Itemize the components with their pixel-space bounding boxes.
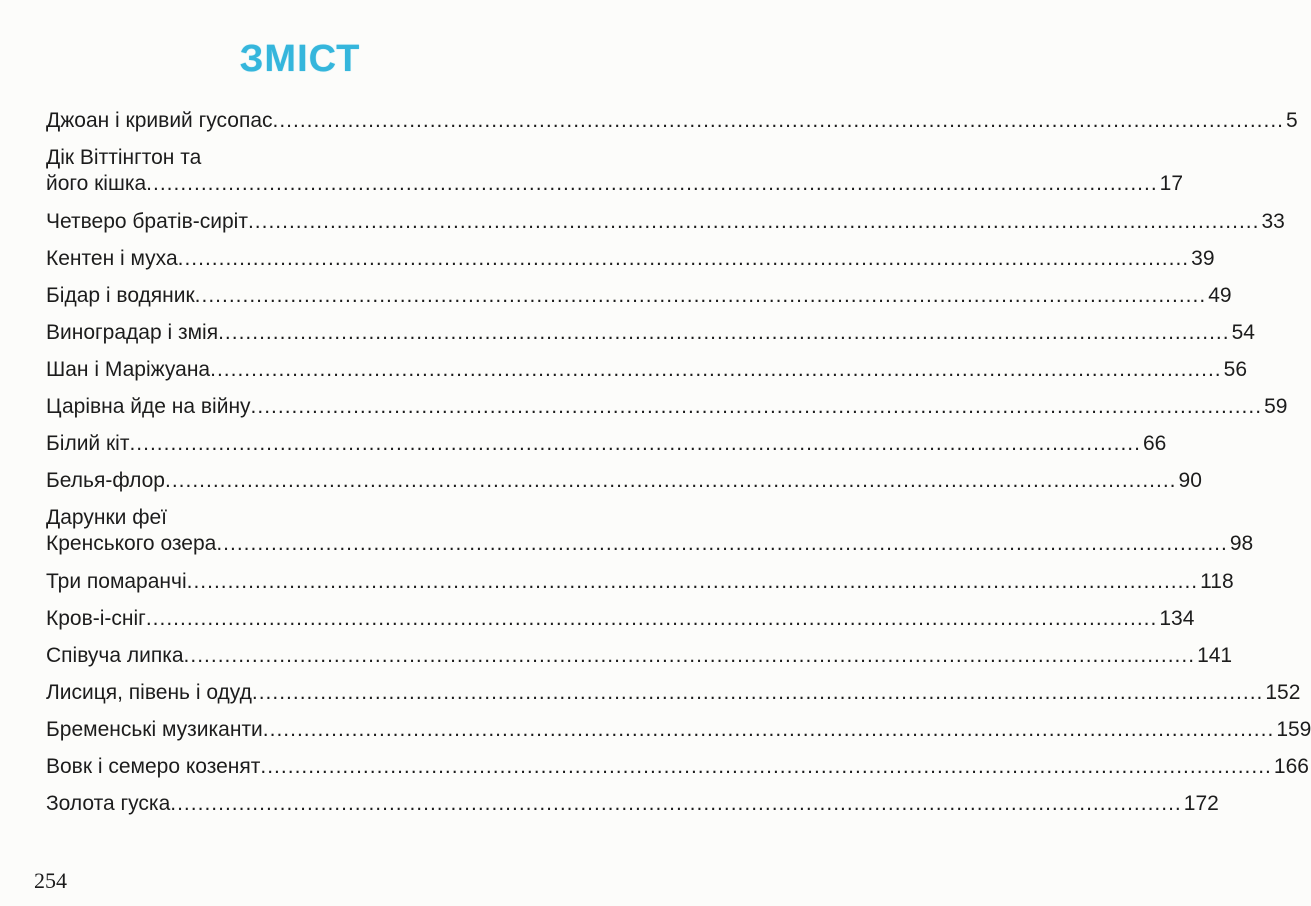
- toc-entry-line: [46, 468, 1202, 494]
- toc-entry: [46, 246, 1215, 282]
- toc-entry-page: 152: [1265, 681, 1301, 704]
- dot-leader: ....................................................................................................................................................: [210, 358, 1222, 381]
- toc-entry-page: 59: [1264, 395, 1288, 418]
- toc-entry-line: [46, 505, 584, 531]
- toc-entry-line: [46, 717, 1311, 743]
- toc-entry: [46, 468, 1202, 504]
- toc-entry: [46, 108, 1298, 144]
- toc-entry-title: Виноградар і змія: [46, 321, 219, 344]
- page-number: 254: [34, 868, 67, 893]
- toc-entry-title: Вовк і семеро козенят: [46, 755, 261, 778]
- toc-entry-page: 141: [1197, 644, 1233, 667]
- toc-entry-title: Бременські музиканти: [46, 718, 263, 741]
- dot-leader: ....................................................................................................................................................: [260, 755, 1272, 778]
- toc-entry-title: Лисиця, півень і одуд: [46, 681, 252, 704]
- toc-entry-line: [46, 791, 1219, 817]
- toc-entry-title: Царівна йде на війну: [46, 395, 251, 418]
- toc-entry-line: [46, 357, 1247, 383]
- dot-leader: ....................................................................................................................................................: [247, 210, 1260, 233]
- toc-entry-line: [46, 431, 1167, 457]
- toc-entry: [46, 209, 1285, 245]
- toc-entry: [46, 145, 1184, 208]
- toc-entry: [46, 680, 1301, 716]
- toc-entry-title: Кров-і-сніг: [46, 607, 146, 630]
- toc-entry-page: 172: [1183, 792, 1219, 815]
- dot-leader: ....................................................................................................................................................: [218, 321, 1230, 344]
- toc-entry-title: Білий кіт: [46, 432, 130, 455]
- dot-leader: ....................................................................................................................................................: [251, 681, 1264, 704]
- toc-entry: [46, 357, 1247, 393]
- dot-leader: ....................................................................................................................................................: [216, 532, 1228, 555]
- toc-entry-line: [46, 754, 1309, 780]
- toc-entry-line: [46, 320, 1255, 346]
- toc-entry: [46, 791, 1219, 827]
- dot-leader: ....................................................................................................................................................: [183, 644, 1196, 667]
- toc-entry-line: [46, 394, 1288, 420]
- toc-entry-page: 5: [1286, 109, 1298, 132]
- toc-entry-line: [46, 246, 1215, 272]
- toc-entry-title: Белья-флор: [46, 469, 165, 492]
- toc-entry-line: [46, 171, 1184, 197]
- toc-entry-line: [46, 680, 1301, 706]
- toc-entry: [46, 606, 1195, 642]
- dot-leader: ....................................................................................................................................................: [186, 570, 1199, 593]
- toc-entry-line: [46, 643, 1233, 669]
- toc-entry-page: 39: [1191, 247, 1215, 270]
- toc-entry-title: Четверо братів-сиріт: [46, 210, 248, 233]
- page-title: ЗМІСТ: [239, 38, 361, 80]
- toc-entry-page: 134: [1159, 607, 1195, 630]
- toc-entry-title: Дік Віттінгтон та: [46, 146, 202, 169]
- toc-entry: [46, 505, 1254, 568]
- dot-leader: ....................................................................................................................................................: [272, 109, 1285, 132]
- toc-entry-title: Кренського озера: [46, 532, 217, 555]
- toc-entry-page: 33: [1261, 210, 1285, 233]
- dot-leader: ....................................................................................................................................................: [194, 284, 1207, 307]
- toc-entry-page: 56: [1223, 358, 1247, 381]
- toc-entry-line: [46, 531, 1254, 557]
- toc-entry-title: Кентен і муха: [46, 247, 178, 270]
- toc-entry: [46, 283, 1232, 319]
- toc-entry-line: [46, 108, 1298, 134]
- toc-entry-page: 118: [1200, 570, 1234, 593]
- dot-leader: ....................................................................................................................................................: [146, 172, 1158, 195]
- toc-entry-page: 66: [1142, 432, 1167, 455]
- toc-entry-title: Бідар і водяник: [46, 284, 195, 307]
- table-of-contents: [46, 108, 1311, 828]
- toc-entry-page: 98: [1229, 532, 1254, 555]
- toc-entry-line: [46, 569, 1234, 595]
- toc-entry-title: Три помаранчі: [46, 570, 187, 593]
- toc-entry-page: 90: [1178, 469, 1202, 492]
- toc-entry-title: Джоан і кривий гусопас: [46, 109, 273, 132]
- toc-entry-line: [46, 145, 584, 171]
- dot-leader: ....................................................................................................................................................: [165, 469, 1177, 492]
- toc-entry-page: 49: [1208, 284, 1232, 307]
- toc-entry: [46, 754, 1309, 790]
- dot-leader: ....................................................................................................................................................: [129, 432, 1141, 455]
- toc-entry-title: Шан і Маріжуана: [46, 358, 211, 381]
- toc-entry-page: 159: [1276, 718, 1311, 741]
- toc-entry-line: [46, 606, 1195, 632]
- toc-entry: [46, 320, 1255, 356]
- dot-leader: ....................................................................................................................................................: [262, 718, 1275, 741]
- dot-leader: ....................................................................................................................................................: [250, 395, 1263, 418]
- toc-entry: [46, 394, 1288, 430]
- toc-entry-title: Золота гуска: [46, 792, 171, 815]
- toc-entry-title: Співуча липка: [46, 644, 184, 667]
- toc-entry-line: [46, 283, 1232, 309]
- toc-entry-title: його кішка: [46, 172, 147, 195]
- dot-leader: ....................................................................................................................................................: [170, 792, 1182, 815]
- dot-leader: ....................................................................................................................................................: [145, 607, 1158, 630]
- toc-entry-page: 54: [1231, 321, 1255, 344]
- dot-leader: ....................................................................................................................................................: [177, 247, 1190, 270]
- toc-entry: [46, 643, 1233, 679]
- toc-entry-page: 17: [1159, 172, 1184, 195]
- toc-entry: [46, 431, 1167, 467]
- toc-entry-title: Дарунки феї: [46, 506, 167, 529]
- toc-entry: [46, 569, 1234, 605]
- toc-entry-line: [46, 209, 1285, 235]
- toc-entry-page: 166: [1273, 755, 1309, 778]
- toc-entry: [46, 717, 1311, 753]
